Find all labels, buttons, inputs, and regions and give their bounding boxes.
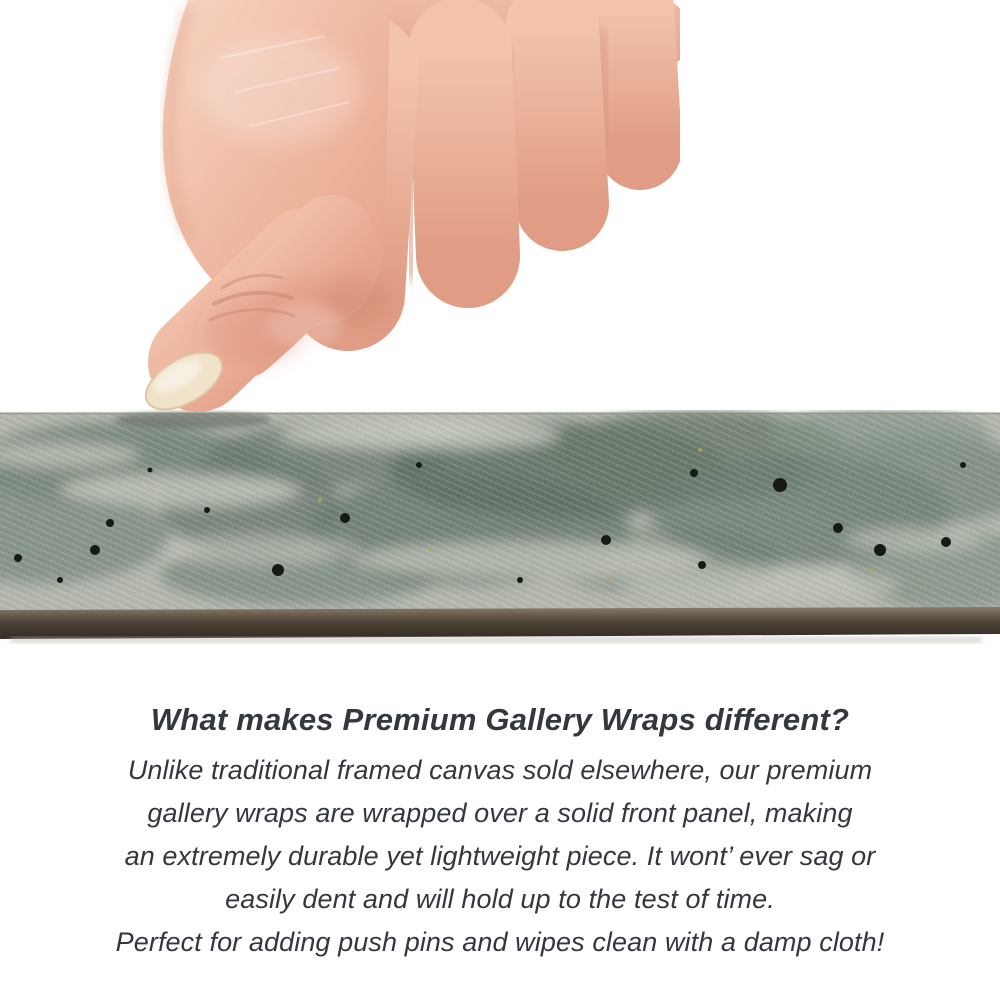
hand-photo (100, 0, 680, 430)
caption (0, 700, 1000, 964)
caption-line: gallery wraps are wrapped over a solid front panel, making (147, 798, 853, 828)
canvas-edge (0, 607, 1000, 639)
caption-line: an extremely durable yet lightweight piece. It wont’ ever sag or (124, 841, 876, 871)
canvas-strip-photo (0, 410, 1000, 645)
caption-line: easily dent and will hold up to the test of time. (225, 884, 775, 914)
thumb (137, 238, 347, 421)
caption-line: Perfect for adding push pins and wipes clean with a damp cloth! (115, 927, 885, 957)
curled-fingers (348, 8, 640, 294)
caption-line: Unlike traditional framed canvas sold elsewhere, our premium (127, 755, 873, 785)
caption-heading: What makes Premium Gallery Wraps different? (150, 702, 850, 737)
